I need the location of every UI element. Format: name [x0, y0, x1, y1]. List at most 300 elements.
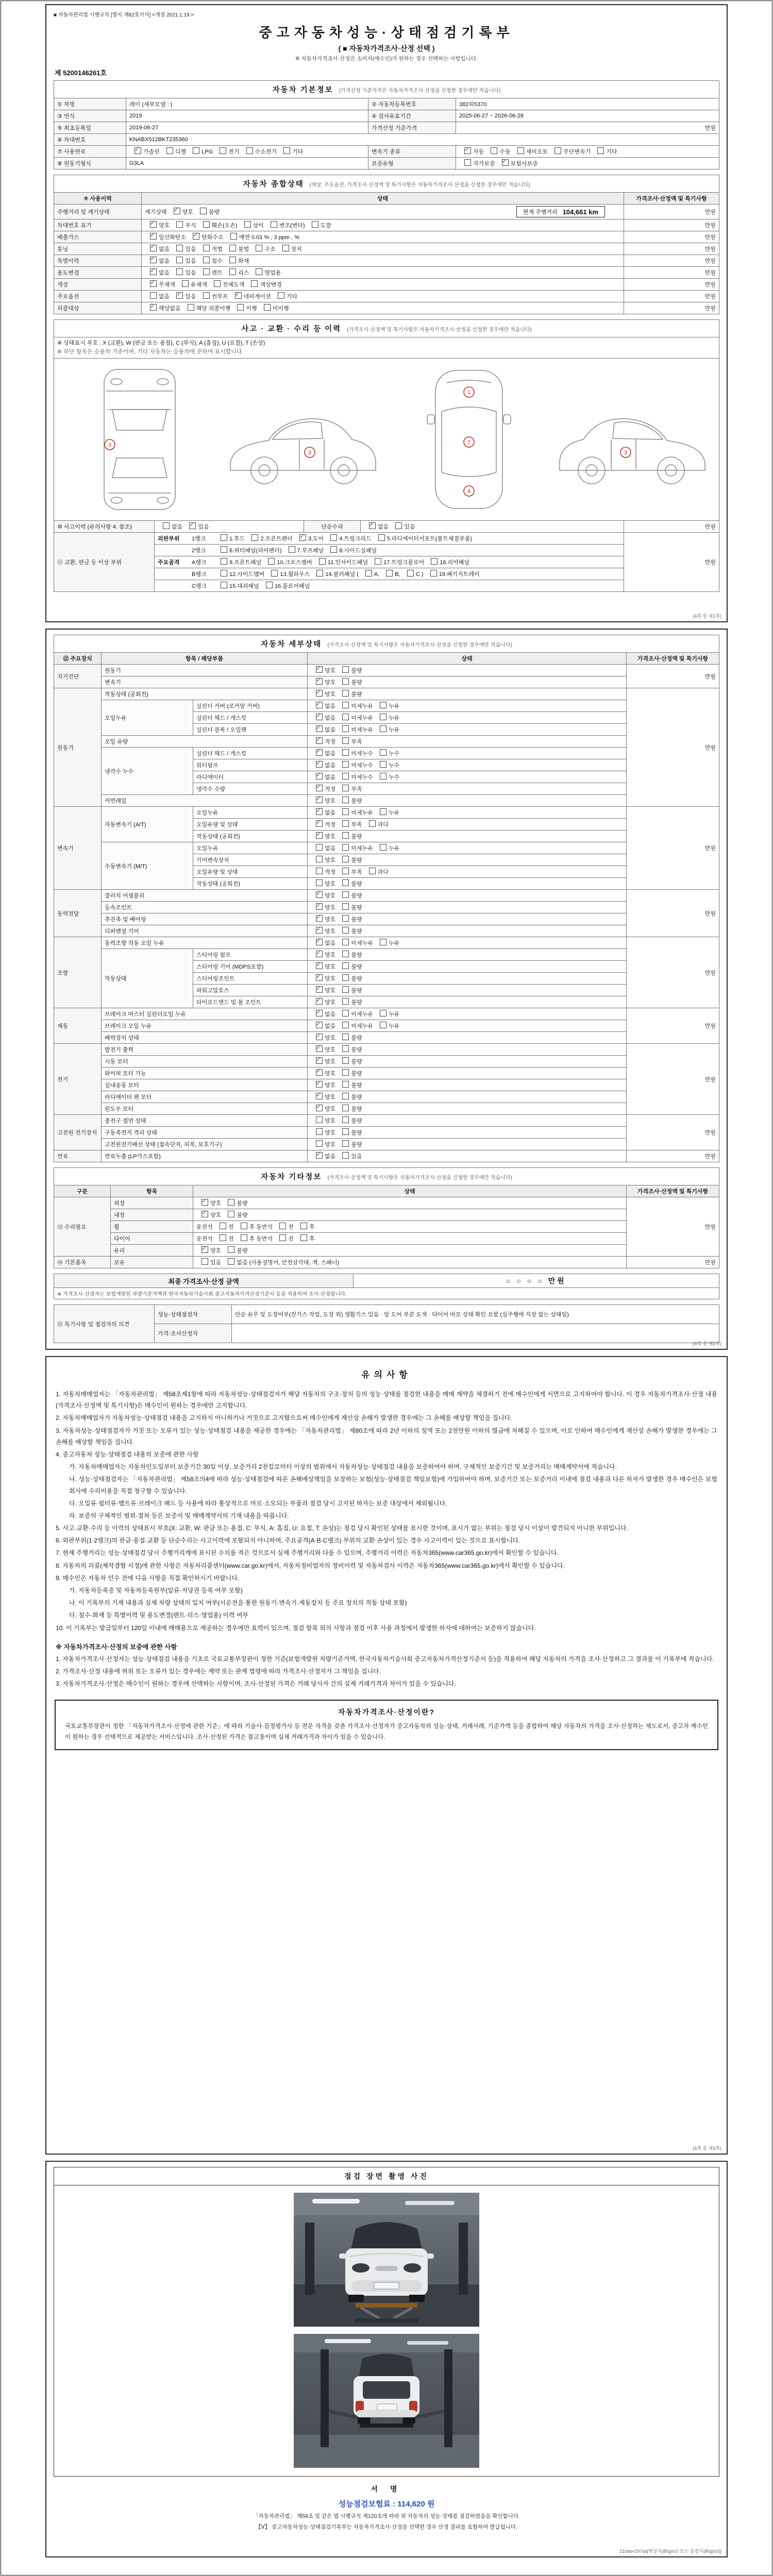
- rank-cell: 2랭크 6.쿼터패널(리어펜더) 7.루프패널 8.사이드실패널: [155, 545, 624, 556]
- final-price-note: ※ 가격조사·산정자는 보험개발원 차량기준가액과 한국자동차기술사회 중고자동차가격산정기준서 등을 적용하여 조사·산정합니다.: [54, 1288, 719, 1299]
- checkbox-empty: [201, 1258, 208, 1265]
- checkbox-empty: [342, 666, 349, 673]
- checkbox-empty: [380, 844, 386, 851]
- checkbox-empty: [365, 570, 372, 577]
- state-cell: ✓ 양호 불량: [308, 831, 627, 842]
- price-cell: 만원: [626, 1115, 719, 1150]
- subitem-cell: 실린더 헤드 / 개스킷: [193, 748, 308, 759]
- checkbox-empty: [342, 856, 349, 862]
- detail-row: [54, 795, 719, 807]
- checkbox-empty: [188, 304, 194, 311]
- price-cell: 만원: [624, 255, 719, 267]
- history-label: 용도변경: [54, 267, 142, 279]
- checkbox-empty: [251, 280, 258, 287]
- checkbox-empty: [342, 903, 349, 910]
- svg-text:7: 7: [467, 439, 471, 446]
- checkbox-checked: [316, 749, 323, 756]
- checkbox-checked: [316, 951, 323, 957]
- state-cell: ✓ 양호 불량: [308, 913, 627, 925]
- checkbox-empty: [203, 245, 210, 251]
- checkbox-empty: [395, 522, 402, 529]
- page-3: [45, 1356, 728, 2155]
- item-cell: 시동 모터: [102, 1056, 308, 1067]
- checkbox-checked: [150, 304, 157, 311]
- state-code-legend: ※ 상태표시 부호 : X (교환), W (판금 또는 용접), C (부식), A (흠집), U (요철), T (손상): [57, 340, 265, 346]
- state-cell: ✓ 양호 불량: [308, 1091, 627, 1103]
- price-cell: 만원: [624, 267, 719, 279]
- rank-level: A랭크: [192, 560, 207, 566]
- column-header-row: [54, 193, 719, 205]
- rank-cell: 외판부위 1랭크 1.후드 2.프론트펜더 ✓3.도어 4.트렁크리드 5.라디에이터서포트(볼트체결부품): [155, 533, 624, 545]
- checkbox-checked: [316, 1069, 323, 1076]
- state-cell: 운전석 전 후 동반석 전 후: [193, 1221, 627, 1233]
- price-cell: 만원: [626, 890, 719, 937]
- odometer-box: [516, 206, 605, 217]
- paper-size-note: 210㎜×297㎜[백상지(80g/㎡) 또는 중질지(80g/㎡)]: [619, 2549, 721, 2554]
- checkbox-empty: [380, 1022, 386, 1028]
- price-cell: 만원: [626, 688, 719, 807]
- detail-row: [54, 700, 719, 712]
- item-cell: 오일 유량: [102, 736, 308, 748]
- checkbox-empty: [491, 147, 497, 154]
- checkbox-empty: [380, 808, 386, 815]
- state-cell: ✓ 적정 부족: [308, 736, 627, 748]
- checkbox-empty: [300, 1223, 307, 1229]
- info-box-text: 국토교통부장관이 정한 「자동차가격조사·산정에 관한 기준」에 따라 기술사·감정평가사 등 전문 자격을 갖춘 가격조사·산정자가 중고자동차의 성능·상태, 거래사례, 기준가액 등을 종합하여 해당 자동차의 가격을 조사·산정하는 제도로서, 중고차 매수인이 원하는 경우 선택적으로 제공받는 서비스입니다. 조사·산정된 가격은 참고용이며 실제 거래가격과 차이가 있을 수 있습니다.: [65, 1723, 708, 1740]
- checkbox-empty: [369, 820, 376, 827]
- car-diagram-unfolded: [61, 362, 215, 517]
- checkbox-checked: [316, 796, 323, 803]
- form-regulation-note: ■ 자동차관리법 시행규칙 [별지 제82호서식] <개정 2021.1.19.>: [54, 12, 194, 18]
- detail-row: [54, 1056, 719, 1067]
- checkbox-checked: [316, 690, 323, 697]
- checkbox-empty: [279, 1234, 286, 1241]
- checkbox-empty: [228, 1258, 234, 1265]
- checkbox-empty: [342, 986, 349, 993]
- detail-row: [54, 1115, 719, 1127]
- checkbox-empty: [342, 1022, 349, 1028]
- checkbox-checked: [201, 1199, 208, 1206]
- item-cell: 자동변속기 (A/T): [102, 807, 193, 842]
- state-cell: ✓ 적정 부족: [308, 783, 627, 795]
- checkbox-empty: [283, 147, 290, 154]
- checkbox-empty: [342, 737, 349, 744]
- item-cell: 작동상태: [102, 949, 193, 1008]
- final-price-table: [54, 1274, 719, 1299]
- simple-repair-state: ✓ 없음 있음: [361, 521, 624, 533]
- subitem-cell: 오일누유: [193, 807, 308, 819]
- item-cell: 변속기: [102, 676, 308, 688]
- subitem-cell: 실린더 커버 (로커암 커버): [193, 700, 308, 712]
- checkbox-empty: [220, 147, 226, 154]
- checkbox-empty: [237, 304, 244, 311]
- checkbox-empty: [244, 221, 251, 228]
- checkbox-empty: [342, 1128, 349, 1135]
- state-cell: ✓ 없음 미세누수 누수: [308, 759, 627, 771]
- state-cell: ✓ 양호 부식 훼손(오손) 상이 변조(변타) 도말: [142, 219, 624, 231]
- checkbox-empty: [289, 546, 295, 553]
- state-cell: 양호 불량: [308, 1115, 627, 1127]
- etc-row: [54, 1197, 719, 1209]
- rank-cell: C랭크 15.대쉬패널 16.플로어패널: [155, 580, 624, 592]
- history-label: 색상: [54, 279, 142, 291]
- inspection-photo-rear: [294, 2334, 479, 2468]
- history-label: 리콜대상: [54, 302, 142, 314]
- etc-item-cell: 휠: [111, 1221, 193, 1233]
- col-state: 상태: [308, 653, 627, 665]
- checkbox-empty: [241, 1223, 247, 1229]
- checkbox-checked: [316, 998, 323, 1005]
- state-cell: ✓ 없음 있음 렌트 리스 영업용: [142, 267, 624, 279]
- checkbox-empty: [278, 292, 284, 299]
- detail-row: [54, 676, 719, 688]
- notice-item: 나. 이 기록부의 기재 내용과 실제 차량 상태의 일치 여부(시운전을 통한 원동기·변속기·제동장치 등 주요 장치의 작동 상태 포함): [69, 1599, 407, 1607]
- col-price: 가격조사·산정액 및 특기사항: [626, 653, 719, 665]
- notice-item: 가. 자동차매매업자는 자동차인도일부터 보증기간 30일 이상, 보증거리 2천킬로미터 이상의 범위에서 자동차성능·상태점검 내용을 보증하여야 하며, 구체적인 보증기간 및 보증거리는 매매계약서에 적습니다.: [69, 1463, 617, 1471]
- rank-group: 외판부위: [158, 536, 180, 543]
- field-label-year: ③ 연식: [54, 110, 126, 122]
- checkbox-empty: [241, 1234, 247, 1241]
- history-label: 주행거리 및 계기상태: [54, 205, 142, 219]
- etc-row: [54, 1209, 719, 1221]
- checkbox-checked: [316, 832, 323, 839]
- checkbox-empty: [464, 159, 471, 166]
- overall-row: [54, 205, 719, 219]
- checkbox-empty: [597, 147, 604, 154]
- checkbox-empty: [342, 820, 349, 827]
- checkbox-checked: [316, 1010, 323, 1016]
- checkbox-empty: [312, 221, 318, 228]
- svg-text:1: 1: [467, 389, 471, 396]
- checkbox-empty: [319, 558, 326, 565]
- notice-item: 나. 성능·상태점검자는 「자동차관리법」 제58조의4에 따라 성능·상태점검에 따른 손해배상책임을 보장하는 보험(성능·상태점검 책임보험)에 가입하여야 하며, 보증기간 또는 보증거리 이내에 점검 내용과 다른 하자가 발생한 경우 매수인은 보험회사에 수리비용을 직접 청구할 수 있습니다.: [69, 1476, 717, 1495]
- checkbox-checked: [150, 268, 157, 275]
- checkbox-empty: [378, 534, 385, 541]
- checkbox-checked: [316, 773, 323, 779]
- checkbox-empty: [380, 749, 386, 756]
- detail-row: [54, 1091, 719, 1103]
- rank-level: C랭크: [192, 583, 207, 590]
- item-cell: 수동변속기 (M/T): [102, 842, 193, 890]
- state-cell: ✓ 없음 있음: [308, 1150, 627, 1162]
- col-price: 가격조사·산정액 및 특기사항: [626, 1185, 719, 1197]
- checkbox-empty: [264, 304, 271, 311]
- overall-row: [54, 243, 719, 255]
- checkbox-empty: [342, 879, 349, 886]
- checkbox-empty: [316, 1140, 323, 1147]
- opinion-text-inspector: 단순 유무 및 도장여부(잔기스 작업, 도장 외) 생활기스 있음 · 앞 도어 부분 도색 · 타이어 마모 상태 확인 요함 (실주행에 지장 없는 상태임): [232, 1305, 719, 1324]
- col-state: 상태: [142, 193, 624, 205]
- photo-stack: [54, 2185, 719, 2476]
- device-cell: 제동: [54, 1008, 102, 1044]
- item-cell: 연료누출 (LP가스포함): [102, 1150, 308, 1162]
- detail-row: [54, 937, 719, 949]
- item-cell: 클러치 어셈블리: [102, 890, 308, 902]
- state-cell: ✓ 양호 불량: [193, 1209, 627, 1221]
- state-cell: ✓ 양호 불량: [308, 985, 627, 996]
- diagram-row: [54, 359, 719, 521]
- checkbox-checked: [316, 714, 323, 720]
- checkbox-empty: [342, 808, 349, 815]
- item-cell: 커먼레일: [102, 795, 308, 807]
- checkbox-empty: [220, 1223, 226, 1229]
- checkbox-empty: [316, 879, 323, 886]
- device-cell: 전기: [54, 1044, 102, 1115]
- price-cell: 만원: [624, 243, 719, 255]
- etc-row: [54, 1245, 719, 1257]
- table-row: [54, 158, 719, 170]
- checkbox-empty: [228, 1211, 234, 1217]
- svg-text:4: 4: [467, 488, 471, 495]
- checkbox-empty: [256, 268, 262, 275]
- checkbox-empty: [342, 761, 349, 768]
- accident-header: [54, 320, 719, 337]
- notice-item: 1. 자동차가격조사·산정자는 성능·상태점검 내용을 기초로 국토교통부장관이 정한 기준(보험개발원 차량기준가액, 한국자동차기술사회 중고자동차가격산정기준서 등)을 적용하여 해당 자동차의 가격을 조사·산정하고 그 결과를 이 기록부에 적습니다.: [56, 1655, 714, 1663]
- page-4: [45, 2161, 728, 2557]
- detail-note: (가격조사·산정액 및 특기사항은 자동차가격조사·산정을 신청한 경우에만 적습니다): [327, 642, 512, 648]
- notice-item: 4. 중고자동차 성능·상태점검 내용의 보증에 관한 사항: [56, 1450, 199, 1458]
- checkbox-empty: [176, 268, 183, 275]
- detail-row: [54, 890, 719, 902]
- item-cell: 윈도우 모터: [102, 1103, 308, 1115]
- checkbox-checked: [316, 702, 323, 708]
- subitem-cell: 냉각수 수량: [193, 783, 308, 795]
- car-diagram-right-side: [552, 362, 712, 517]
- checkbox-checked: [316, 785, 323, 791]
- svg-text:3: 3: [108, 442, 112, 449]
- overall-state-note: (색상, 주요옵션, 가격조사·산정액 및 특기사항은 자동차가격조사·산정을 신청한 경우에만 적습니다): [309, 182, 530, 188]
- state-cell: 양호 불량: [308, 878, 627, 890]
- checkbox-empty: [386, 570, 393, 577]
- price-cell: 만원: [626, 937, 719, 1008]
- final-price-label: 최종 가격조사·산정 금액: [54, 1274, 354, 1288]
- detail-row: [54, 842, 719, 854]
- checkbox-empty: [228, 1199, 234, 1206]
- accident-note: (가격조사·산정액 및 특기사항은 자동차가격조사·산정을 신청한 경우에만 적습니다): [347, 327, 532, 333]
- price-cell: 만원: [626, 1008, 719, 1044]
- history-label: 차대번호 표기: [54, 219, 142, 231]
- checkbox-checked: [316, 974, 323, 981]
- subitem-cell: 오일유량 및 상태: [193, 866, 308, 878]
- checkbox-empty: [342, 962, 349, 969]
- detail-row: [54, 688, 719, 700]
- field-label-engine: ⑧ 원동기형식: [54, 158, 126, 170]
- notice-item: 2. 가격조사·산정 내용에 허위 또는 오류가 있는 경우에는 계약 또는 관계 법령에 따라 가격조사·산정자가 그 책임을 집니다.: [56, 1667, 381, 1675]
- basic-info-title: 자동차 기본정보: [272, 86, 333, 94]
- checkbox-checked: [316, 986, 323, 993]
- state-cell: ✓ 없음 미세누수 누수: [308, 748, 627, 759]
- checkbox-empty: [369, 868, 376, 874]
- checkbox-empty: [380, 702, 386, 708]
- subitem-cell: 스티어링 펌프: [193, 949, 308, 961]
- device-cell: 원동기: [54, 688, 102, 807]
- rank-cell: B랭크 12.사이드멤버 13.휠하우스 14.필러패널 ( A, B, C ) 19.패키지트레이: [155, 568, 624, 580]
- price-cell: 만원: [626, 807, 719, 890]
- notices-title: 유의사항: [361, 1370, 412, 1380]
- checkbox-checked: [193, 233, 199, 240]
- checkbox-empty: [256, 245, 262, 251]
- checkbox-empty: [342, 939, 349, 945]
- diagram-cell: [54, 359, 719, 521]
- notices-sub-title: ※ 자동차가격조사·산정의 보증에 관한 사항: [56, 1643, 177, 1651]
- detail-row: [54, 665, 719, 676]
- overall-row: [54, 267, 719, 279]
- checkbox-empty: [316, 570, 323, 577]
- table-row: [54, 146, 719, 158]
- subitem-cell: 작동상태 (공회전): [193, 831, 308, 842]
- checkbox-empty: [251, 534, 258, 541]
- subitem-cell: 스티어링 기어 (MDPS포함): [193, 961, 308, 973]
- notices-list: [54, 1388, 719, 1634]
- state-cell: ✓ 없음 미세누유 누유: [308, 700, 627, 712]
- checkbox-empty: [380, 714, 386, 720]
- page-number: (4쪽 중 제1쪽): [693, 614, 721, 619]
- checkbox-checked: [316, 891, 323, 898]
- rank-row: [54, 533, 719, 545]
- table-row: [54, 110, 719, 122]
- etc-item-cell: 타이어: [111, 1233, 193, 1245]
- checkbox-checked: [316, 1057, 323, 1064]
- state-cell: ✓ 없음 있음 침수 화재: [142, 255, 624, 267]
- etc-group-cell: ⑬ 수리필요: [54, 1197, 111, 1257]
- checkbox-empty: [182, 280, 189, 287]
- checkbox-empty: [342, 998, 349, 1005]
- notice-item: 9. 매수인은 자동차 인수 전에 다음 사항을 직접 확인하시기 바랍니다.: [56, 1574, 240, 1582]
- document-subtitle-note: ※ 자동차가격조사·산정은 소비자(매수인)가 원하는 경우 선택하는 사항입니다.: [295, 56, 478, 62]
- checkbox-checked: [316, 725, 323, 732]
- odometer-label: 현재 주행거리: [523, 209, 558, 215]
- rank-level: 2랭크: [192, 548, 206, 554]
- field-label-vin: ⑥ 차대번호: [54, 134, 126, 146]
- simple-repair-label: 단순수리: [304, 521, 361, 533]
- checkbox-checked: [316, 761, 323, 768]
- col-history: ⑨ 사용이력: [54, 193, 142, 205]
- checkbox-empty: [380, 725, 386, 732]
- price-cell: 만원: [626, 665, 719, 688]
- field-value-warranty: 자가보증 ✓보험사보증: [456, 158, 719, 170]
- etc-info-table: [54, 1167, 719, 1268]
- checkbox-empty: [279, 1223, 286, 1229]
- field-label-valid: ④ 검사유효기간: [368, 110, 456, 122]
- col-item: 항목 / 해당부품: [102, 653, 308, 665]
- item-cell: 실내송풍 모터: [102, 1079, 308, 1091]
- checkbox-checked: [316, 1045, 323, 1052]
- detail-row: [54, 913, 719, 925]
- detail-row: [54, 1139, 719, 1150]
- checkbox-empty: [221, 558, 227, 565]
- photos-title: 점검 장면 촬영 사진: [54, 2167, 719, 2185]
- state-cell: ✓ 없음 미세누유 누유: [308, 724, 627, 736]
- checkbox-empty: [163, 522, 170, 529]
- field-value-valid: 2025-06-27 ~ 2026-06-26: [456, 110, 719, 122]
- basic-info-note: (가격산정 기준가격은 자동차가격조사·산정을 신청한 경우에만 적습니다): [339, 88, 501, 94]
- table-row: [54, 122, 719, 134]
- state-cell: ✓ 양호 불량: [308, 688, 627, 700]
- price-cell: 만원: [624, 291, 719, 302]
- detail-title: 자동차 세부상태: [261, 640, 322, 649]
- state-cell: ✓ 양호 불량: [308, 795, 627, 807]
- final-price-row: [54, 1274, 719, 1288]
- device-cell: 자기진단: [54, 665, 102, 688]
- etc-header: [54, 1168, 719, 1185]
- notice-item: 1. 자동차매매업자는 「자동차관리법」 제58조제1항에 따라 자동차성능·상태점검자가 해당 자동차의 구조·장치 등의 성능·상태를 점검한 내용을 매매 계약을 체결하기 전에 매수인에게 서면으로 고지하여야 합니다. 이 경우 자동차가격조사·산정 내용(가격조사·산정액 및 특기사항)은 매수인이 원하는 경우에만 고지합니다.: [56, 1391, 717, 1410]
- checkbox-checked: [316, 1022, 323, 1028]
- checkbox-checked: [150, 280, 157, 287]
- checkbox-empty: [176, 221, 183, 228]
- checkbox-checked: [150, 245, 157, 251]
- checkbox-empty: [266, 582, 273, 588]
- info-box-title: 자동차가격조사·산정이란?: [338, 1708, 435, 1717]
- checkbox-empty: [342, 1045, 349, 1052]
- checkbox-empty: [200, 208, 207, 214]
- checkbox-checked: [316, 927, 323, 934]
- state-code-legend2: ※ 하단 항목은 승용차 기준이며, 기타 자동차는 승용차에 준하여 표시합니다.: [57, 349, 244, 355]
- checkbox-empty: [342, 1093, 349, 1099]
- subitem-cell: 타이로드엔드 및 볼 조인트: [193, 996, 308, 1008]
- etc-row: [54, 1233, 719, 1245]
- overall-row: [54, 231, 719, 243]
- accident-history-state: 없음 ✓있음: [155, 521, 304, 533]
- checkbox-empty: [342, 796, 349, 803]
- opinion-label: ⑮ 특기사항 및 점검자의 의견: [54, 1305, 155, 1343]
- notice-item: 라. 보증의 구체적인 범위·절차 등은 보증서 및 매매계약서의 기재 내용을 따릅니다.: [69, 1512, 289, 1519]
- checkbox-checked: [316, 903, 323, 910]
- document-number: 제 5200146261호: [55, 69, 107, 77]
- item-cell: 브레이크 오일 누유: [102, 1020, 308, 1032]
- state-cell: ✓ 양호 불량: [308, 676, 627, 688]
- price-cell: 만원: [624, 205, 719, 219]
- checkbox-empty: [221, 570, 227, 577]
- checkbox-empty: [176, 245, 183, 251]
- checkbox-empty: [229, 257, 236, 263]
- state-cell: ✓ 없음 미세누유 누유: [308, 937, 627, 949]
- checkbox-checked: [464, 147, 471, 154]
- checkbox-checked: [189, 522, 196, 529]
- notice-item: 7. 현재 주행거리는 성능·상태점검 당시 주행거리계에 표시된 수치를 적은 것으로서 실제 주행거리와 다를 수 있으며, 주행거리 이력은 자동차365(www.car365.go.kr)에서 확인할 수 있습니다.: [56, 1549, 559, 1557]
- state-cell: ✓ 양호 불량: [308, 1056, 627, 1067]
- state-cell: ✓ 양호 불량: [308, 949, 627, 961]
- checkbox-empty: [342, 714, 349, 720]
- item-cell: 라디에이터 팬 모터: [102, 1091, 308, 1103]
- opinion-who-inspector: 성능·상태점검자: [155, 1305, 232, 1324]
- accident-title: 사고 · 교환 · 수리 등 이력: [241, 325, 342, 333]
- subitem-cell: 스티어링조인트: [193, 973, 308, 985]
- etc-item-cell: 외장: [111, 1197, 193, 1209]
- checkbox-empty: [282, 245, 289, 251]
- opinion-who-appraiser: 가격·조사산정자: [155, 1324, 232, 1343]
- etc-title: 자동차 기타정보: [261, 1173, 322, 1181]
- accident-history-table: [54, 319, 719, 592]
- detail-row: [54, 949, 719, 961]
- checkbox-empty: [342, 1140, 349, 1147]
- detail-row: [54, 1020, 719, 1032]
- checkbox-empty: [380, 939, 386, 945]
- checkbox-checked: [316, 962, 323, 969]
- price-cell: 만원: [624, 521, 719, 533]
- etc-item-cell: 유리: [111, 1245, 193, 1257]
- history-label: 배출가스: [54, 231, 142, 243]
- notice-item: 2. 자동차매매업자가 자동차성능·상태점검 내용을 고지하지 아니하거나 거짓으로 고지함으로써 매수인에게 재산상 손해가 발생한 경우에는 그 손해를 배상할 책임을 집니다.: [56, 1414, 512, 1422]
- state-cell: ✓ 양호 불량: [308, 1067, 627, 1079]
- checkbox-empty: [229, 245, 236, 251]
- overall-row: [54, 219, 719, 231]
- premium-value: 114,620 원: [397, 2500, 435, 2509]
- state-cell: ✓ 양호 불량: [308, 1032, 627, 1044]
- subitem-cell: 기어변속장치: [193, 854, 308, 866]
- rank-level: B랭크: [192, 571, 207, 578]
- checkbox-empty: [342, 678, 349, 685]
- field-value-first-reg: 2019-06-27: [126, 122, 368, 134]
